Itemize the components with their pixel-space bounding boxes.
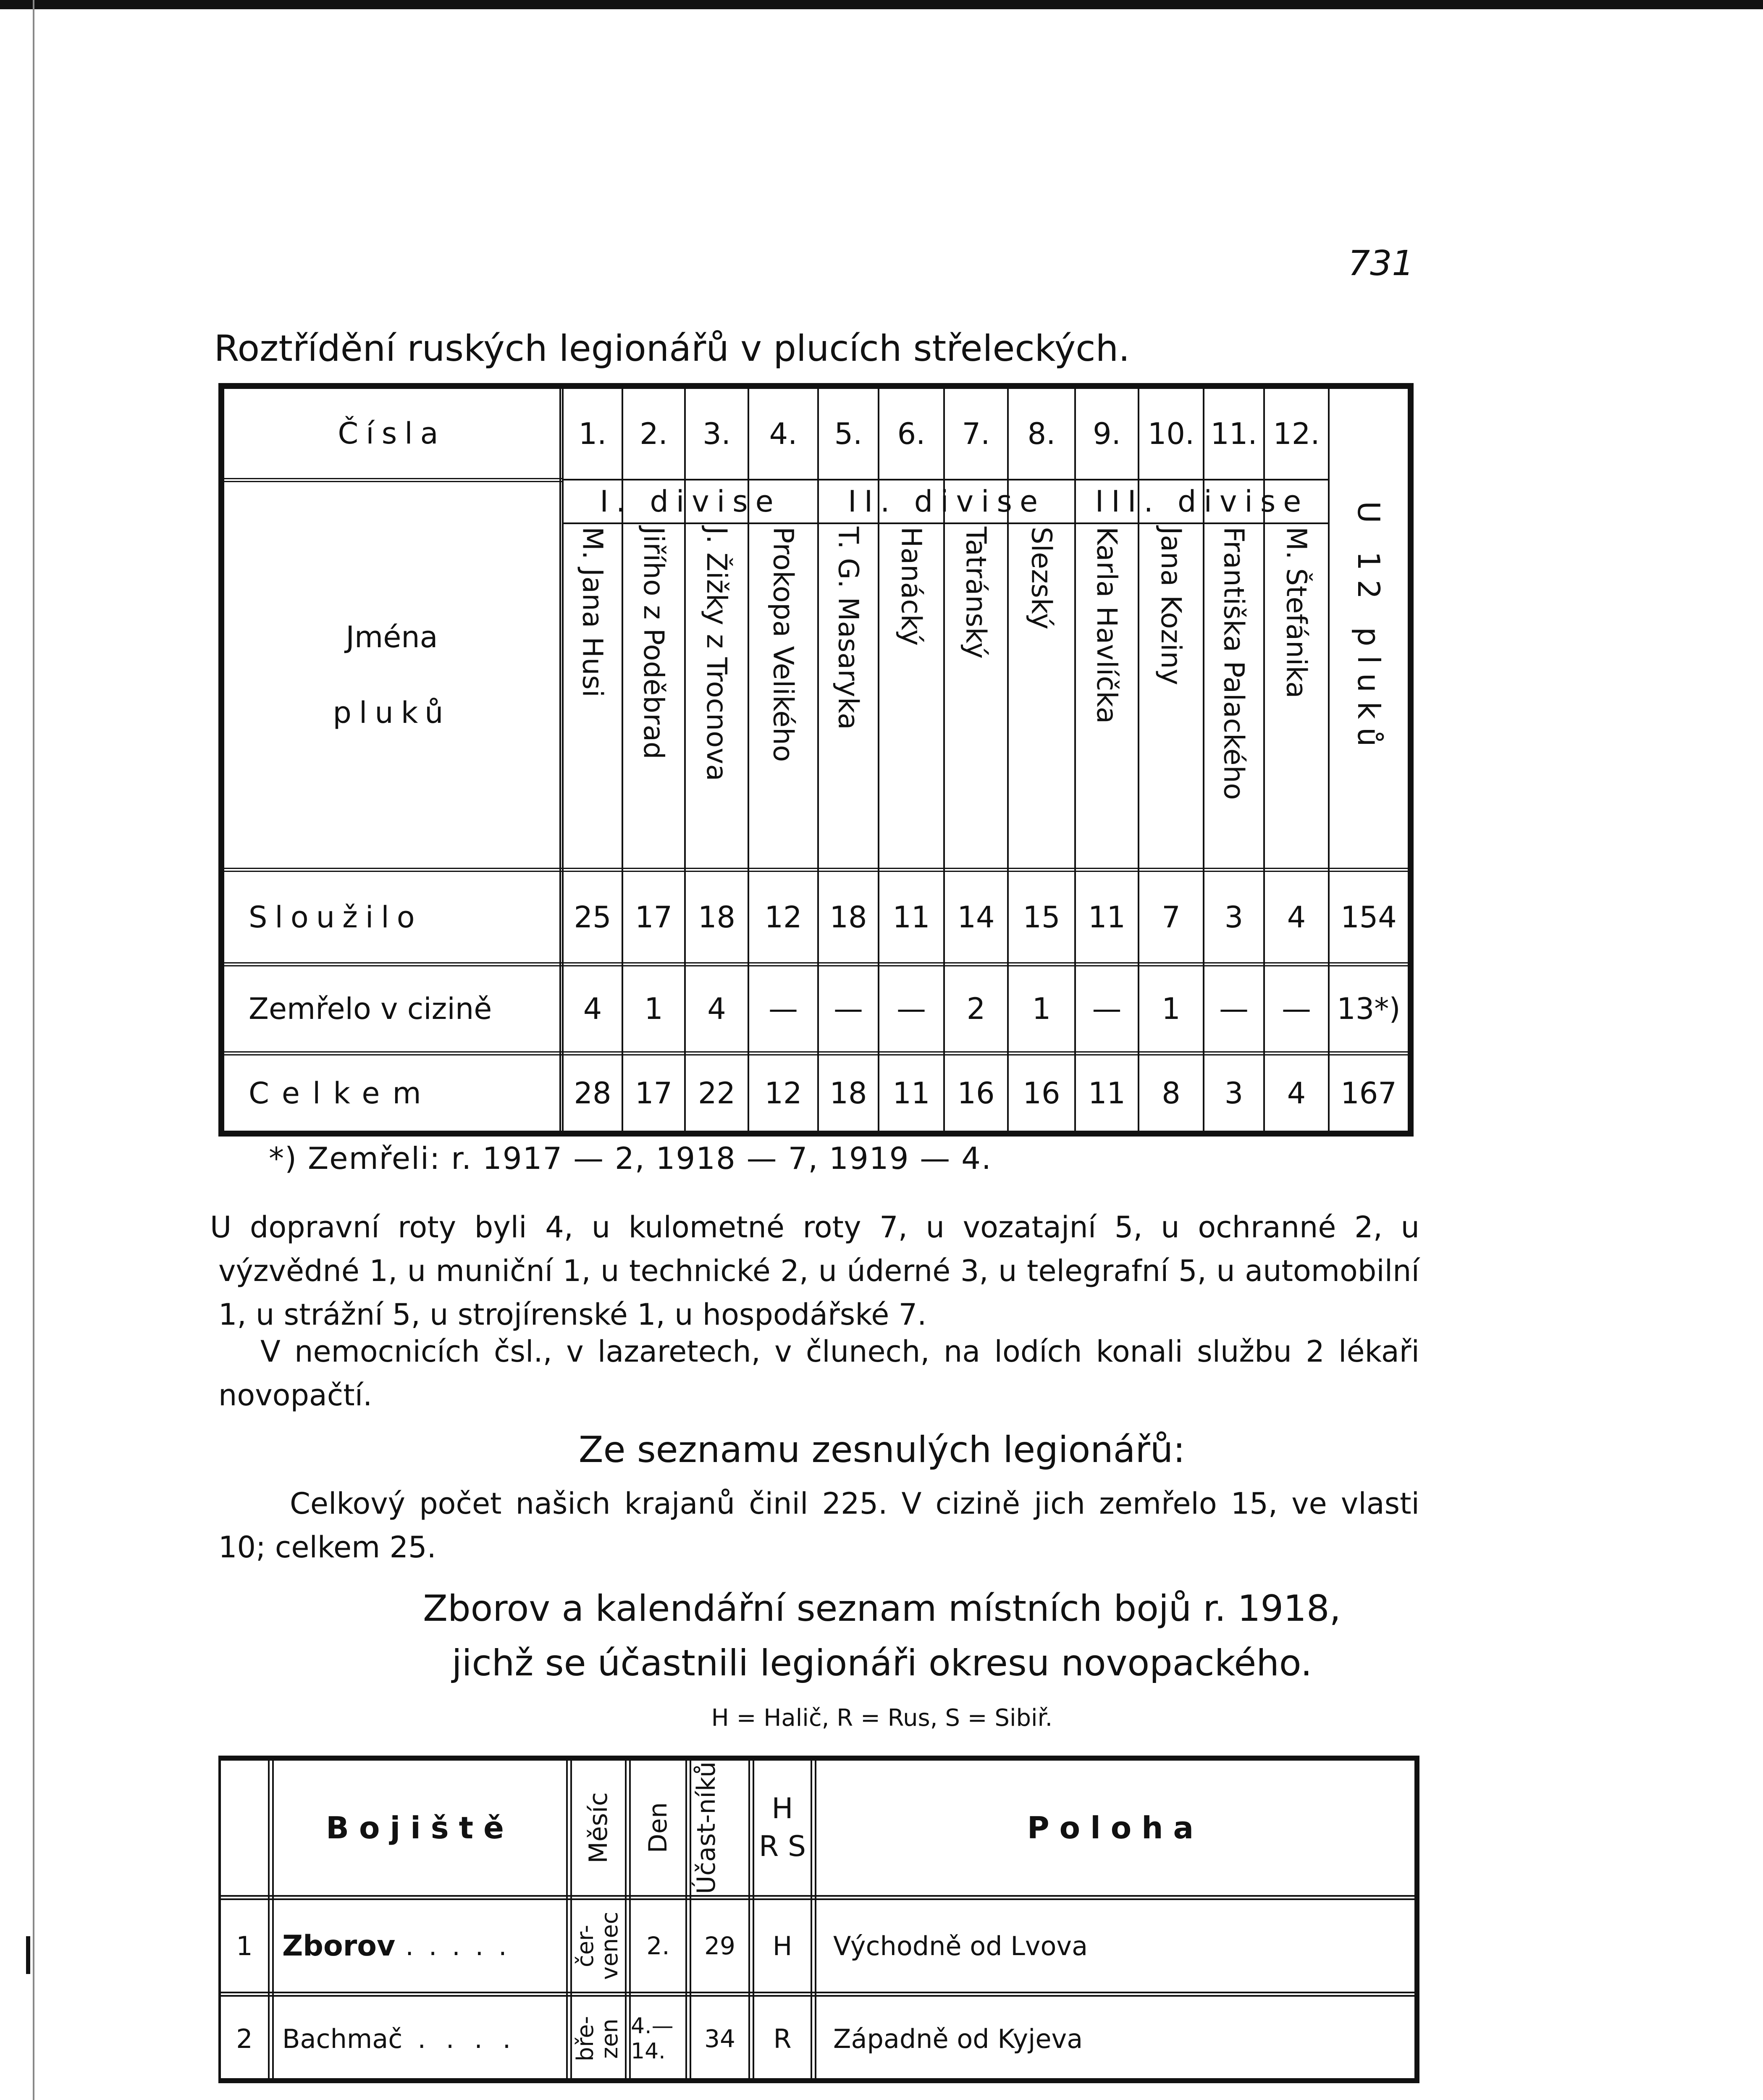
table-cell: 7 — [1162, 900, 1181, 934]
header-month — [572, 1761, 625, 1895]
regiment-name — [1139, 524, 1203, 868]
table-cell: 17 — [635, 1076, 673, 1110]
month-text: bře-zen — [572, 2016, 623, 2061]
table-cell: 11 — [1088, 1076, 1126, 1110]
regiment-name-text: Františka Palackého — [1217, 527, 1250, 800]
grid-line — [224, 478, 562, 482]
participants-cell: 34 — [704, 2024, 735, 2053]
paragraph-deceased: Celkový počet našich krajanů činil 225. V cizině jich zemřelo 15, ve vlasti 10; celkem 25. — [218, 1486, 1419, 1564]
regiment-number: 8. — [1027, 417, 1056, 451]
regiment-name — [686, 524, 748, 868]
region-cell: H — [772, 1930, 792, 1961]
row-number: 1 — [236, 1930, 253, 1961]
grid-line — [221, 1992, 1414, 1997]
regiment-name — [1265, 524, 1328, 868]
regiment-name-text: Tatránský — [960, 527, 992, 659]
scan-mark — [26, 1936, 30, 1974]
table-cell: 14 — [957, 900, 995, 934]
regiment-name-text: T. G. Masaryka — [832, 527, 865, 730]
table-cell: 18 — [829, 900, 867, 934]
regiment-number: 9. — [1093, 417, 1121, 451]
paragraph-hospitals: V nemocnicích čsl., v lazaretech, v člunech, na lodích konali službu 2 lékaři novopačtí. — [218, 1334, 1419, 1412]
row-label-served: Sloužilo — [249, 900, 422, 934]
division-label: I. divise — [600, 484, 781, 519]
row-label-died-abroad: Zemřelo v cizině — [249, 992, 492, 1026]
grid-line — [268, 1761, 270, 2078]
grid-line — [224, 868, 1408, 872]
scan-left-border — [33, 0, 34, 2100]
region-cell: R — [773, 2023, 792, 2054]
regiment-number: 11. — [1210, 417, 1257, 451]
table2-title-line1: Zborov a kalendářní seznam místních bojů r. 1918, — [423, 1588, 1341, 1630]
table-cell: 15 — [1023, 900, 1060, 934]
grid-line — [811, 1761, 812, 2078]
table-cell: 1 — [1162, 992, 1181, 1026]
table-cell: 16 — [1023, 1076, 1060, 1110]
table-cell: 4 — [583, 992, 602, 1026]
table-cell: 16 — [957, 1076, 995, 1110]
table-cell: 11 — [892, 900, 930, 934]
grid-line — [625, 1761, 627, 2078]
names-label — [224, 482, 559, 868]
paragraph-units: U dopravní roty byli 4, u kulometné roty 7, u vozatajní 5, u ochranné 2, u výzvědné 1, u muniční 1, u technické 2, u úderné 3, u telegrafní 5, u automobilní 1, u strážní 5, u strojírenské 1, u hospodářské 7. — [210, 1210, 1419, 1332]
header-day-text: Den — [643, 1802, 673, 1853]
regiment-name — [1076, 524, 1138, 868]
battlefield-dots: . . . . — [417, 2023, 517, 2054]
month-cell — [572, 1997, 625, 2081]
table-cell-total: 13*) — [1337, 992, 1401, 1026]
regiment-name — [1009, 524, 1074, 868]
page-number: 731 — [1348, 244, 1414, 284]
regiment-number: 4. — [769, 417, 798, 451]
numbers-label: Čísla — [338, 416, 446, 451]
table1-footnote: *) Zemřeli: r. 1917 — 2, 1918 — 7, 1919 — 4. — [269, 1141, 992, 1176]
names-label-line1: Jména — [346, 620, 438, 654]
location-cell: Západně od Kyjeva — [833, 2023, 1083, 2054]
regiment-name-text: Slezský — [1025, 527, 1058, 630]
battles-table — [218, 1756, 1419, 2083]
regiment-name-text: Jiřího z Poděbrad — [638, 527, 670, 759]
table-cell: 18 — [698, 900, 736, 934]
grid-line — [748, 1761, 750, 2078]
table-cell: — — [769, 992, 798, 1026]
header-location: Poloha — [1027, 1810, 1204, 1845]
battlefield-name: Bachmač — [282, 2023, 403, 2054]
header-day — [631, 1761, 685, 1895]
header-participants — [691, 1761, 748, 1895]
header-region-bottom: R S — [758, 1830, 806, 1863]
table-cell: 11 — [1088, 900, 1126, 934]
regiment-name — [1204, 524, 1263, 868]
table-cell: 25 — [574, 900, 611, 934]
table-cell: — — [1282, 992, 1311, 1026]
table-cell: 12 — [764, 900, 802, 934]
battlefield-dots: . . . . . — [405, 1930, 510, 1961]
grid-line — [221, 1895, 1414, 1900]
day-cell: 4.—14. — [631, 2013, 674, 2064]
grid-line — [566, 1761, 568, 2078]
header-region — [754, 1761, 811, 1895]
regiment-name — [623, 524, 684, 868]
day-cell: 2. — [646, 1932, 670, 1960]
regiment-name-text: M. Jana Husi — [576, 527, 609, 698]
table-cell: — — [897, 992, 926, 1026]
row-label-total: Celkem — [249, 1076, 434, 1110]
names-label-line2: pluků — [333, 696, 451, 730]
battlefield-cell — [274, 1900, 566, 1992]
battlefield-cell — [274, 1997, 566, 2081]
heading-deceased: Ze seznamu zesnulých legionářů: — [578, 1429, 1186, 1471]
table-cell: 18 — [829, 1076, 867, 1110]
header-region-top: H — [771, 1792, 793, 1825]
total-column-text: U 12 pluků — [1351, 501, 1386, 756]
regiment-number: 5. — [834, 417, 863, 451]
header-battlefield: Bojiště — [326, 1810, 514, 1845]
grid-line — [559, 389, 561, 1131]
division-label: II. divise — [847, 484, 1046, 519]
table1-title: Roztřídění ruských legionářů v plucích střeleckých. — [214, 328, 1130, 370]
location-cell: Východně od Lvova — [833, 1930, 1088, 1961]
regiment-number: 2. — [640, 417, 668, 451]
regiment-name-text: Hanácký — [895, 527, 928, 646]
regiments-table — [218, 383, 1414, 1137]
month-cell — [572, 1900, 625, 1992]
table-cell: 2 — [966, 992, 986, 1026]
table-cell: 1 — [1032, 992, 1051, 1026]
table-cell: 3 — [1224, 1076, 1244, 1110]
grid-line — [224, 1051, 1408, 1055]
battlefield-name: Zborov — [282, 1929, 396, 1963]
table-cell: 22 — [698, 1076, 736, 1110]
participants-cell: 29 — [704, 1932, 735, 1960]
regiment-number: 7. — [962, 417, 990, 451]
regiment-name — [564, 524, 622, 868]
division-label: III. divise — [1095, 484, 1309, 519]
table-cell: 1 — [644, 992, 663, 1026]
regiment-number: 3. — [703, 417, 731, 451]
table2-title-line2: jichž se účastnili legionáři okresu novopackého. — [451, 1642, 1312, 1684]
regiment-name-text: Prokopa Velikého — [767, 527, 800, 762]
regiment-name — [749, 524, 817, 868]
table-cell-total: 167 — [1341, 1076, 1397, 1110]
regiment-name — [945, 524, 1007, 868]
regiment-name-text: J. Žižky z Trocnova — [700, 527, 733, 781]
table-cell: 11 — [892, 1076, 930, 1110]
table-cell: — — [834, 992, 863, 1026]
table-cell: 17 — [635, 900, 673, 934]
table-cell: 8 — [1162, 1076, 1181, 1110]
table2-legend: H = Halič, R = Rus, S = Sibiř. — [711, 1704, 1053, 1732]
table-cell: 4 — [1287, 900, 1306, 934]
regiment-number: 10. — [1147, 417, 1195, 451]
header-month-text: Měsíc — [584, 1792, 613, 1864]
regiment-name — [879, 524, 943, 868]
total-column-label — [1330, 389, 1408, 868]
table-cell: 12 — [764, 1076, 802, 1110]
row-number: 2 — [236, 2023, 253, 2054]
table-cell-total: 154 — [1341, 900, 1397, 934]
regiment-name — [819, 524, 878, 868]
header-participants-text: Účast-níků — [692, 1761, 721, 1894]
regiment-number: 6. — [897, 417, 926, 451]
table-cell: — — [1092, 992, 1122, 1026]
regiment-number: 1. — [578, 417, 607, 451]
scan-top-border — [0, 0, 1763, 9]
regiment-number: 12. — [1273, 417, 1320, 451]
grid-line — [685, 1761, 687, 2078]
table-cell: 3 — [1224, 900, 1244, 934]
grid-line — [224, 962, 1408, 966]
regiment-name-text: M. Štefánika — [1280, 527, 1313, 698]
regiment-name-text: Jana Koziny — [1155, 527, 1187, 685]
table-cell: — — [1219, 992, 1249, 1026]
month-text: čer-venec — [572, 1911, 623, 1980]
regiment-name-text: Karla Havlíčka — [1091, 527, 1123, 724]
table-cell: 28 — [574, 1076, 611, 1110]
table-cell: 4 — [1287, 1076, 1306, 1110]
table-cell: 4 — [707, 992, 726, 1026]
